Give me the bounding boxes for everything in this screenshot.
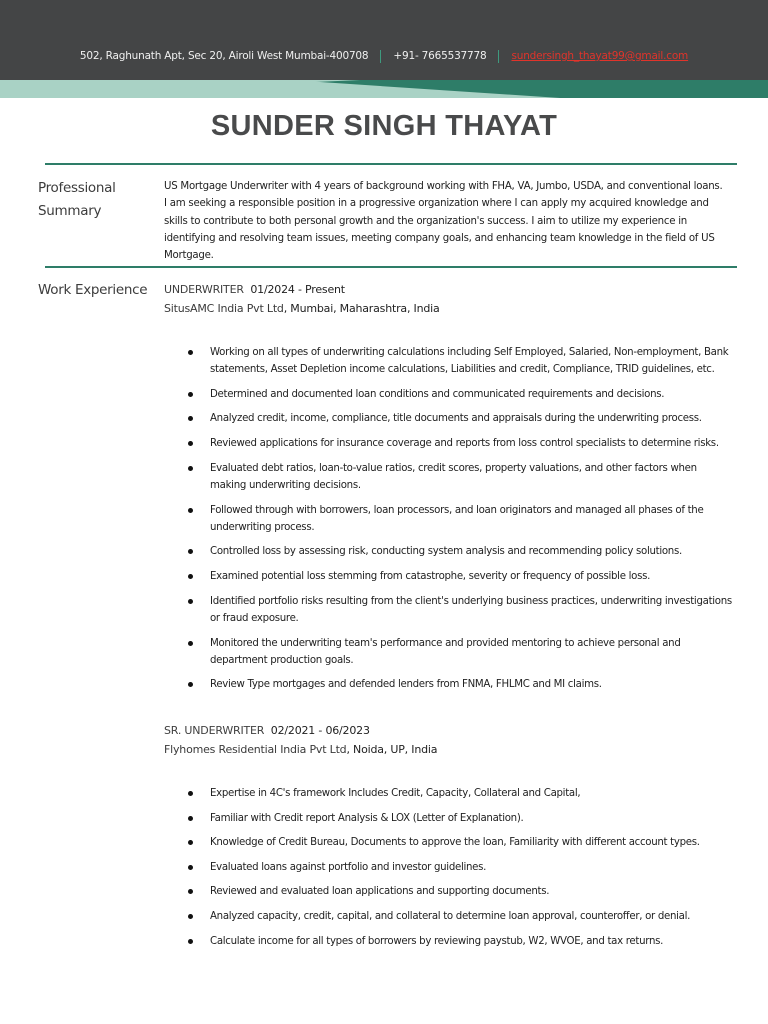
list-item: [164, 635, 734, 670]
work-experience-heading: Work Experience: [38, 282, 148, 298]
job-responsibilities: [164, 785, 734, 957]
job-location: , Mumbai, Maharashtra, India: [283, 302, 440, 315]
bullet-icon: [188, 466, 193, 471]
contact-divider: [380, 50, 381, 63]
header-accent-band: [0, 80, 768, 98]
job-title: SR. UNDERWRITER: [164, 724, 265, 737]
list-item: [164, 859, 734, 876]
list-item: [164, 386, 734, 403]
bullet-text: Evaluated debt ratios, loan-to-value ratios, credit scores, property valuations, and other factors when making underwriting decisions.: [210, 462, 697, 491]
bullet-text: Review Type mortgages and defended lenders from FNMA, FHLMC and MI claims.: [210, 679, 602, 691]
bullet-text: Examined potential loss stemming from catastrophe, severity or frequency of possible loss.: [210, 571, 651, 583]
bullet-text: Expertise in 4C's framework Includes Credit, Capacity, Collateral and Capital,: [210, 788, 581, 799]
list-item: [164, 933, 734, 950]
list-item: [164, 543, 734, 560]
email-link[interactable]: sundersingh_thayat99@gmail.com: [511, 50, 689, 62]
bullet-text: Analyzed capacity, credit, capital, and collateral to determine loan approval, counteroffer, or denial.: [210, 910, 691, 922]
bullet-icon: [188, 549, 193, 554]
job-responsibilities: [164, 344, 734, 701]
bullet-text: Controlled loss by assessing risk, conducting system analysis and recommending policy solutions.: [210, 546, 682, 558]
bullet-icon: [188, 914, 193, 919]
list-item: [164, 344, 734, 379]
bullet-text: Reviewed applications for insurance coverage and reports from loss control specialists to determine risks.: [210, 438, 719, 450]
candidate-name: SUNDER SINGH THAYAT: [210, 110, 558, 142]
bullet-icon: [188, 574, 193, 579]
job-header: [164, 722, 437, 760]
bullet-icon: [188, 816, 193, 821]
contact-info: [0, 47, 768, 65]
bullet-text: Calculate income for all types of borrowers by reviewing paystub, W2, WVOE, and tax returns.: [210, 935, 664, 947]
list-item: [164, 568, 734, 585]
bullet-text: Knowledge of Credit Bureau, Documents to approve the loan, Familiarity with different account types.: [210, 837, 700, 849]
bullet-icon: [188, 392, 193, 397]
bullet-icon: [188, 416, 193, 421]
list-item: [164, 593, 734, 628]
list-item: [164, 502, 734, 537]
bullet-text: Evaluated loans against portfolio and investor guidelines.: [210, 861, 487, 873]
bullet-icon: [188, 939, 193, 944]
bullet-text: Followed through with borrowers, loan processors, and loan originators and managed all phases of the underwriting process.: [210, 504, 704, 533]
header-bar: [0, 0, 768, 80]
phone-text: +91- 7665537778: [393, 50, 487, 62]
job-title: UNDERWRITER: [164, 283, 244, 296]
bullet-text: Working on all types of underwriting calculations including Self Employed, Salaried, Non-employment, Bank statements, Asset Depletion income calculations, Liabilities and credit, Compliance, TRID guidelines, etc.: [210, 347, 729, 376]
bullet-text: Identified portfolio risks resulting from the client's underlying business practices, underwriting investigations or fraud exposure.: [210, 595, 732, 624]
job-header: [164, 281, 440, 319]
bullet-text: Reviewed and evaluated loan applications and supporting documents.: [210, 886, 550, 898]
bullet-icon: [188, 865, 193, 870]
professional-summary-heading: Professional Summary: [38, 180, 116, 219]
bullet-text: Determined and documented loan conditions and communicated requirements and decisions.: [210, 388, 665, 400]
bullet-text: Monitored the underwriting team's performance and provided mentoring to achieve personal and department production goals.: [210, 637, 681, 666]
list-item: [164, 460, 734, 495]
bullet-text: Familiar with Credit report Analysis & LOX (Letter of Explanation).: [210, 812, 524, 824]
bullet-icon: [188, 641, 193, 646]
list-item: [164, 810, 734, 827]
job-company: Flyhomes Residential India Pvt Ltd: [164, 743, 347, 756]
job-dates: 02/2021 - 06/2023: [270, 724, 370, 737]
bullet-icon: [188, 441, 193, 446]
bullet-icon: [188, 599, 193, 604]
list-item: [164, 676, 734, 693]
bullet-icon: [188, 350, 193, 355]
bullet-icon: [188, 840, 193, 845]
list-item: [164, 834, 734, 851]
job-dates: 01/2024 - Present: [250, 283, 345, 296]
bullet-icon: [188, 682, 193, 687]
section-divider: [45, 266, 737, 268]
list-item: [164, 435, 734, 452]
section-divider: [45, 163, 737, 165]
professional-summary-text: US Mortgage Underwriter with 4 years of background working with FHA, VA, Jumbo, USDA, and conventional loans. I am seeking a responsible position in a progressive organization where I can apply my acquired knowledge and skills to contribute to both personal growth and the organization's success. I aim to utilize my experience in identifying and resolving team issues, meeting company goals, and enhancing team knowledge in the field of US Mortgage.: [164, 181, 723, 262]
job-location: , Noida, UP, India: [346, 743, 438, 756]
bullet-icon: [188, 889, 193, 894]
list-item: [164, 908, 734, 925]
contact-divider: [498, 50, 499, 63]
job-company: SitusAMC India Pvt Ltd: [164, 302, 284, 315]
list-item: [164, 785, 734, 802]
list-item: [164, 883, 734, 900]
bullet-icon: [188, 508, 193, 513]
list-item: [164, 410, 734, 427]
address-text: 502, Raghunath Apt, Sec 20, Airoli West Mumbai-400708: [79, 50, 369, 62]
bullet-icon: [188, 791, 193, 796]
bullet-text: Analyzed credit, income, compliance, title documents and appraisals during the underwriting process.: [210, 413, 702, 425]
